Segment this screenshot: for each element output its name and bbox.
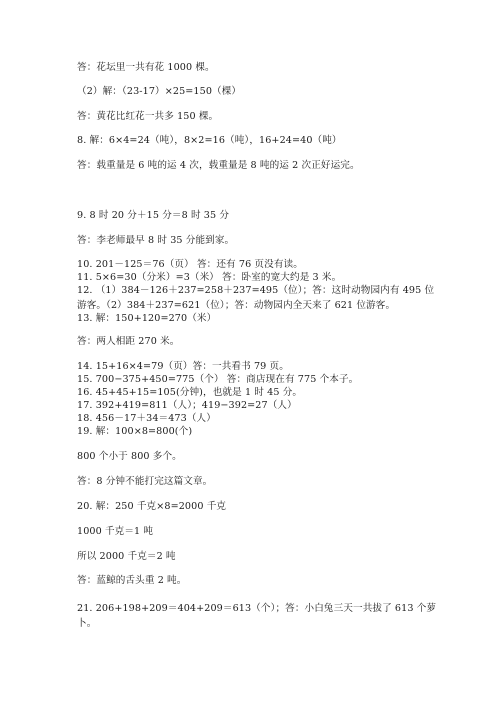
problem-21-solution: 21. 206+198+209＝404+209＝613（个）；答：小白兔三天一共拔了 613 个萝卜。 bbox=[77, 603, 437, 629]
problem-20-solution: 20. 解：250 千克×8=2000 千克 bbox=[77, 501, 227, 512]
answer-line: 答：花坛里一共有花 1000 棵。 bbox=[77, 62, 215, 73]
problem-13-solution: 13. 解：150+120=270（米） bbox=[77, 313, 217, 324]
problem-10-solution: 10. 201－125＝76（页） 答：还有 76 页没有读。 bbox=[77, 259, 303, 270]
answer-line: 答：8 分钟不能打完这篇文章。 bbox=[77, 476, 213, 487]
answer-line: 答：李老师最早 8 时 35 分能到家。 bbox=[77, 235, 235, 246]
answer-line: 答：黄花比红花一共多 150 棵。 bbox=[77, 111, 219, 122]
conversion-line: 所以 2000 千克＝2 吨 bbox=[77, 551, 176, 562]
problem-15-solution: 15. 700−375+450=775（个） 答：商店现在有 775 个本子。 bbox=[77, 374, 359, 385]
conversion-line: 1000 千克＝1 吨 bbox=[77, 526, 154, 537]
problem-18-solution: 18. 456－17＋34＝473（人） bbox=[77, 413, 216, 424]
problem-16-solution: 16. 45+45+15=105(分钟)，也就是 1 时 45 分。 bbox=[77, 387, 303, 398]
problem-11-solution: 11. 5×6=30（分米）=3（米） 答：卧室的宽大约是 3 米。 bbox=[77, 272, 342, 283]
comparison-line: 800 个小于 800 多个。 bbox=[77, 451, 182, 462]
problem-9-solution: 9. 8 时 20 分＋15 分＝8 时 35 分 bbox=[77, 210, 230, 221]
problem-17-solution: 17. 392+419=811（人）；419−392=27（人） bbox=[77, 400, 297, 411]
problem-12-solution: 12. （1）384－126＋237=258＋237=495（位）；答：这时动物园内有 495 位游客。（2）384＋237=621（位）；答：动物园内全天来了 621 位游客。 bbox=[77, 285, 435, 311]
answer-line: 答：蓝鲸的舌头重 2 吨。 bbox=[77, 575, 187, 586]
problem-14-solution: 14. 15+16×4=79（页）答：一共看书 79 页。 bbox=[77, 361, 289, 372]
answer-line: 答：两人相距 270 米。 bbox=[77, 336, 180, 347]
answer-line: 答：载重量是 6 吨的运 4 次，载重量是 8 吨的运 2 次正好运完。 bbox=[77, 160, 360, 171]
solution-line: （2）解：（23-17）×25=150（棵） bbox=[77, 86, 242, 97]
problem-19-solution: 19. 解：100×8=800(个) bbox=[77, 426, 193, 437]
problem-8-solution: 8. 解：6×4=24（吨），8×2=16（吨），16+24=40（吨） bbox=[77, 135, 342, 146]
